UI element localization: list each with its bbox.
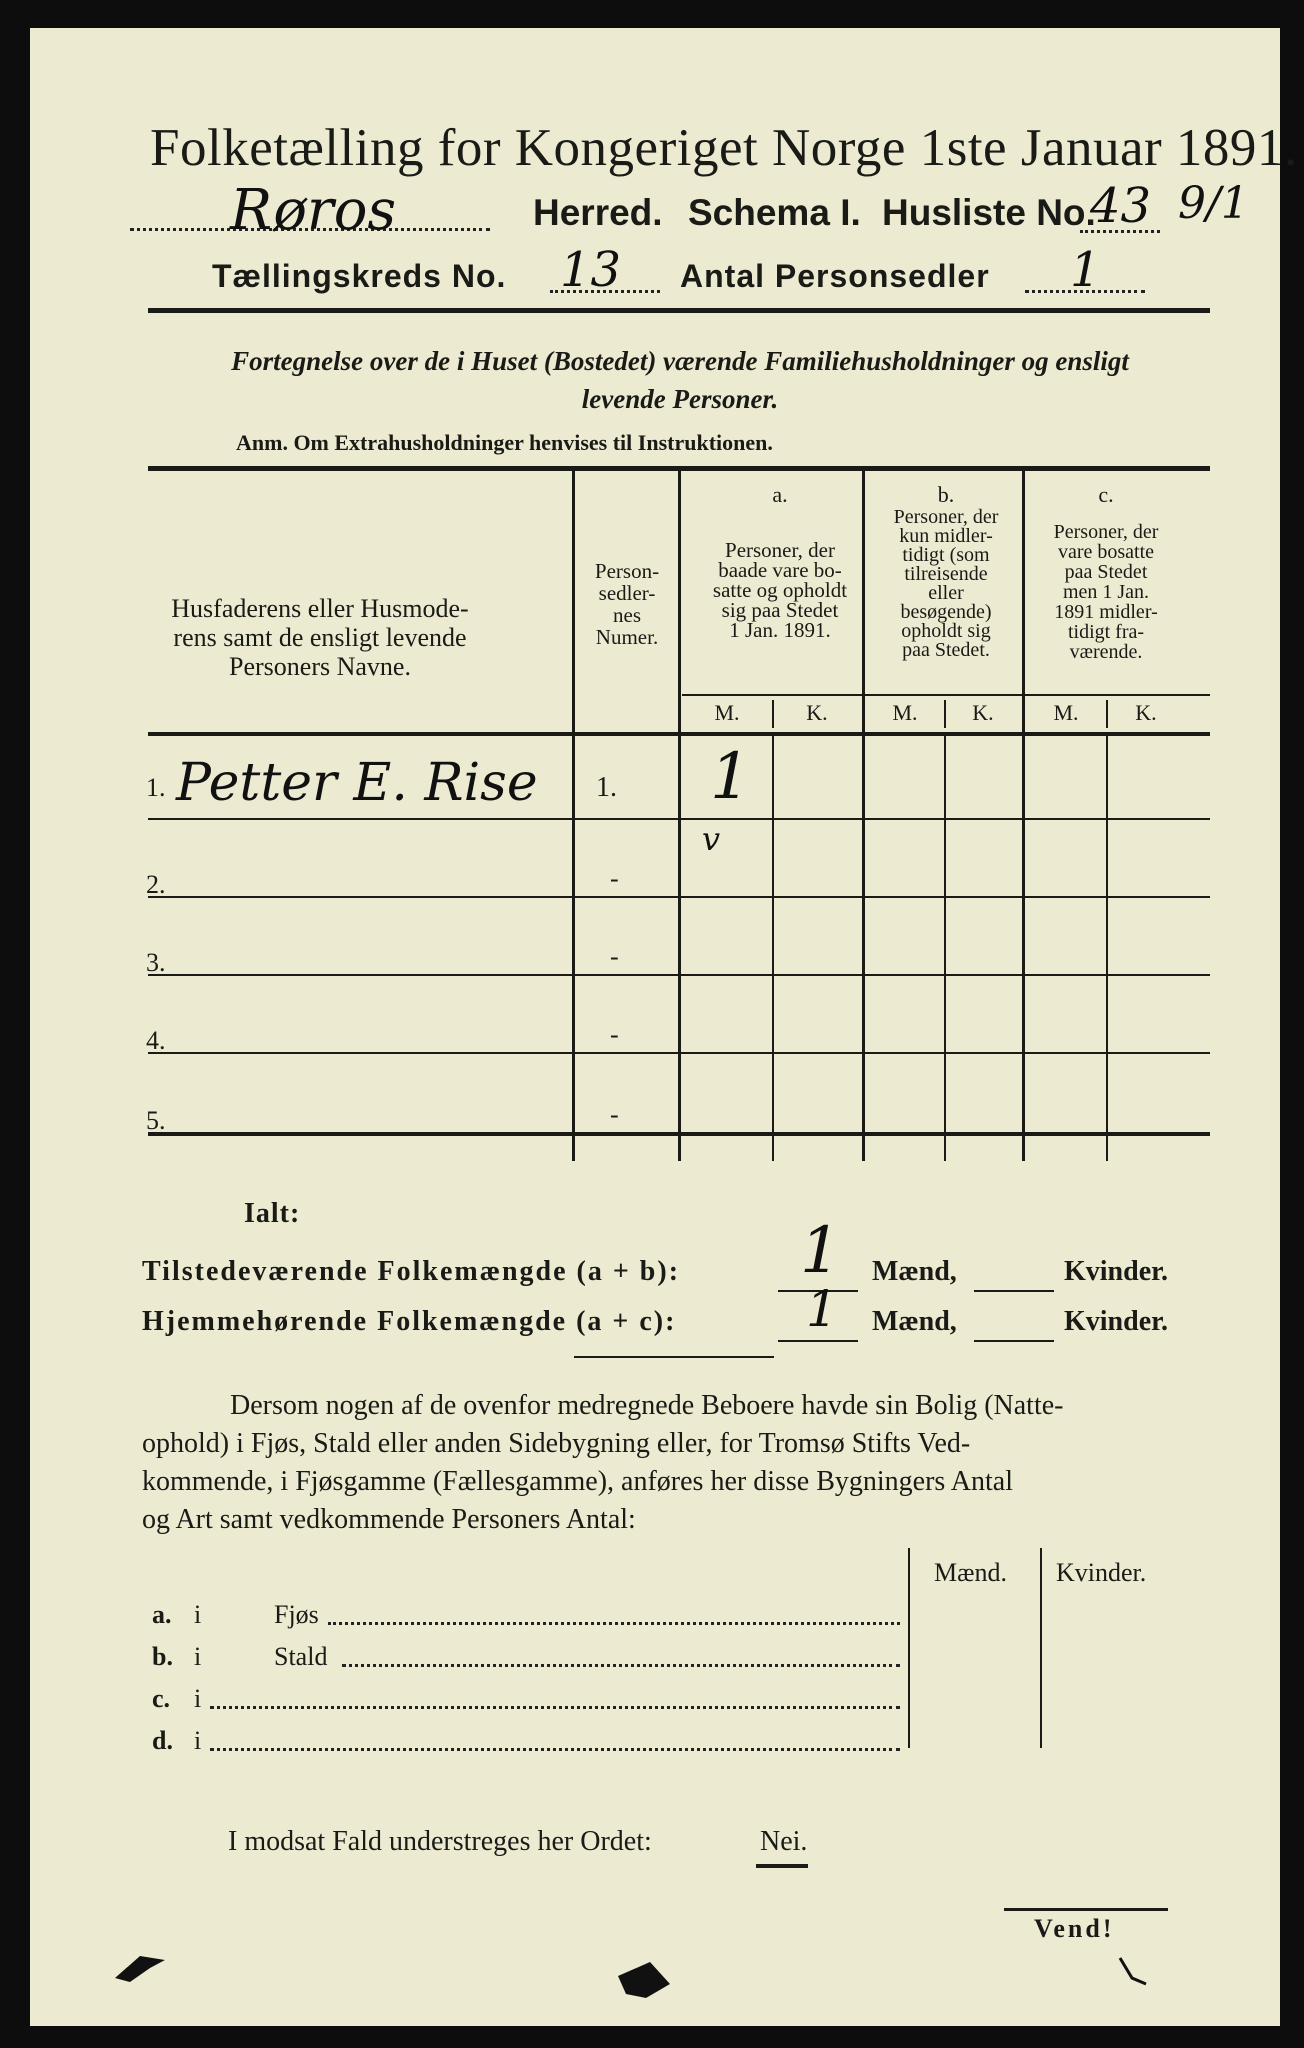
- c-k-header: K.: [1135, 700, 1157, 725]
- schema-label: Schema I.: [688, 192, 861, 233]
- col-header-c: Personer, der vare bosatte paa Stedet men 1 Jan. 1891 midler- tidigt fra- værende.: [1053, 521, 1159, 663]
- hjemme-female-line: [974, 1340, 1054, 1342]
- anm-note: Anm. Om Extrahusholdninger henvises til Instruktionen.: [236, 430, 773, 455]
- herred-value: Røros: [230, 178, 397, 243]
- row-rule-2: [148, 896, 1210, 898]
- building-label: Stald: [274, 1642, 328, 1671]
- check-mark: v: [702, 820, 721, 858]
- building-i: i: [194, 1600, 202, 1629]
- personseddel-number: 1.: [596, 772, 617, 803]
- c-m-header: M.: [1053, 700, 1079, 725]
- ink-blot-left: [110, 1948, 180, 1988]
- personseddel-number: -: [610, 1020, 619, 1049]
- taellingskreds-value: 13: [560, 242, 622, 298]
- vend-text: Vend!: [1034, 1914, 1115, 1943]
- personseddel-number: -: [610, 864, 619, 893]
- row-number: 4.: [146, 1026, 166, 1055]
- row-rule-4: [148, 1052, 1210, 1054]
- b-k-header: K.: [972, 700, 994, 725]
- row-rule-3: [148, 974, 1210, 976]
- nei-underline: [756, 1864, 808, 1868]
- ink-mark-right: [1112, 1952, 1152, 1992]
- personseddel-number: -: [610, 1100, 619, 1129]
- buildings-para-2: ophold) i Fjøs, Stald eller anden Sidebygning eller, for Tromsø Stifts Ved-: [142, 1428, 971, 1459]
- subcol-a: [772, 736, 774, 1161]
- building-letter: d.: [152, 1726, 173, 1755]
- modsat-text: I modsat Fald understreges her Ordet:: [228, 1826, 652, 1857]
- buildings-para-1: Dersom nogen af de ovenfor medregnede Beboere havde sin Bolig (Natte-: [230, 1390, 1064, 1421]
- col-header-b: Personer, der kun midler- tidigt (som tilreisende eller besøgende) opholdt sig paa Stedet.: [893, 506, 999, 661]
- col-line-b: [1022, 471, 1025, 1161]
- hjemme-male-line: [778, 1340, 858, 1342]
- building-i: i: [194, 1642, 202, 1671]
- buildings-maend-header: Mænd.: [934, 1558, 1007, 1587]
- husliste-extra: 9/1: [1178, 178, 1249, 229]
- col-header-a: Personer, der baade vare bo- satte og opholdt sig paa Stedet 1 Jan. 1891.: [712, 538, 848, 642]
- a-k-header: K.: [806, 700, 828, 725]
- table-bottom-rule: [148, 1132, 1210, 1136]
- ialt-label: Ialt:: [244, 1198, 301, 1229]
- hjemme-male-value: 1: [806, 1280, 838, 1338]
- building-i: i: [194, 1726, 202, 1755]
- building-dots: [210, 1706, 900, 1709]
- mk-divider-c: [1106, 700, 1108, 728]
- building-dots: [328, 1622, 900, 1625]
- building-i: i: [194, 1684, 202, 1713]
- person-name: Petter E. Rise: [176, 753, 538, 813]
- building-dots: [210, 1748, 900, 1751]
- intro-line-2: levende Personer.: [581, 384, 779, 414]
- intro-line-1: Fortegnelse over de i Huset (Bostedet) værende Familiehusholdninger og ensligt: [231, 346, 1129, 376]
- col-header-num: Person- sedler- nes Numer.: [594, 559, 660, 649]
- buildings-kvinder-header: Kvinder.: [1056, 1558, 1147, 1587]
- present-male-count: 1: [710, 740, 751, 814]
- nei-word: Nei.: [760, 1826, 808, 1857]
- mk-divider-a: [772, 700, 774, 728]
- hjemme-maend: Mænd,: [872, 1306, 957, 1337]
- row-number: 5.: [146, 1106, 166, 1135]
- ink-blot-center: [610, 1954, 680, 2004]
- hjemme-label: Hjemmehørende Folkemængde (a + c):: [142, 1306, 677, 1337]
- row-rule-1: [148, 818, 1210, 820]
- col-line-name: [572, 471, 575, 1161]
- hjemme-kvinder: Kvinder.: [1064, 1306, 1168, 1337]
- row-number: 1.: [146, 773, 166, 802]
- herred-label: Herred.: [533, 192, 663, 233]
- header-rule: [148, 308, 1210, 313]
- tilstede-kvinder: Kvinder.: [1064, 1256, 1168, 1287]
- tilstede-label: Tilstedeværende Folkemængde (a + b):: [142, 1256, 681, 1287]
- building-label: Fjøs: [274, 1600, 319, 1629]
- building-dots: [342, 1664, 900, 1667]
- buildings-col-line-1: [908, 1548, 910, 1748]
- building-letter: a.: [152, 1600, 172, 1629]
- col-header-name: Husfaderens eller Husmode- rens samt de ensligt levende Personers Navne.: [171, 594, 469, 681]
- col-line-a: [862, 471, 865, 1161]
- form-title: Folketælling for Kongeriget Norge 1ste Januar 1891.: [150, 119, 1298, 177]
- antal-value: 1: [1070, 242, 1101, 298]
- buildings-para-4: og Art samt vedkommende Personers Antal:: [142, 1504, 636, 1535]
- row-number: 2.: [146, 870, 166, 899]
- subcol-c: [1106, 736, 1108, 1161]
- husliste-label: Husliste No.: [882, 192, 1096, 233]
- col-header-c-letter: c.: [1098, 482, 1114, 507]
- tilstede-female-line: [974, 1290, 1054, 1292]
- antal-label: Antal Personsedler: [680, 258, 990, 294]
- row-number: 3.: [146, 948, 166, 977]
- buildings-para-3: kommende, i Fjøsgamme (Fællesgamme), anføres her disse Bygningers Antal: [142, 1466, 1013, 1497]
- buildings-col-line-2: [1040, 1548, 1042, 1748]
- tilstede-male-value: 1: [800, 1214, 841, 1288]
- section-divider: [574, 1356, 774, 1358]
- building-letter: c.: [152, 1684, 171, 1713]
- building-letter: b.: [152, 1642, 173, 1671]
- husliste-value: 43: [1090, 178, 1152, 234]
- b-m-header: M.: [892, 700, 918, 725]
- mk-divider-b: [944, 700, 946, 728]
- census-form-page: [30, 28, 1298, 2026]
- col-header-a-letter: a.: [772, 482, 788, 507]
- vend-rule: [1004, 1908, 1168, 1911]
- tilstede-maend: Mænd,: [872, 1256, 957, 1287]
- a-m-header: M.: [714, 700, 740, 725]
- col-line-num: [678, 471, 681, 1161]
- col-header-b-letter: b.: [937, 482, 955, 507]
- subcol-b: [944, 736, 946, 1161]
- mk-header-rule: [682, 694, 1210, 696]
- taellingskreds-label: Tællingskreds No.: [212, 258, 507, 294]
- personseddel-number: -: [610, 942, 619, 971]
